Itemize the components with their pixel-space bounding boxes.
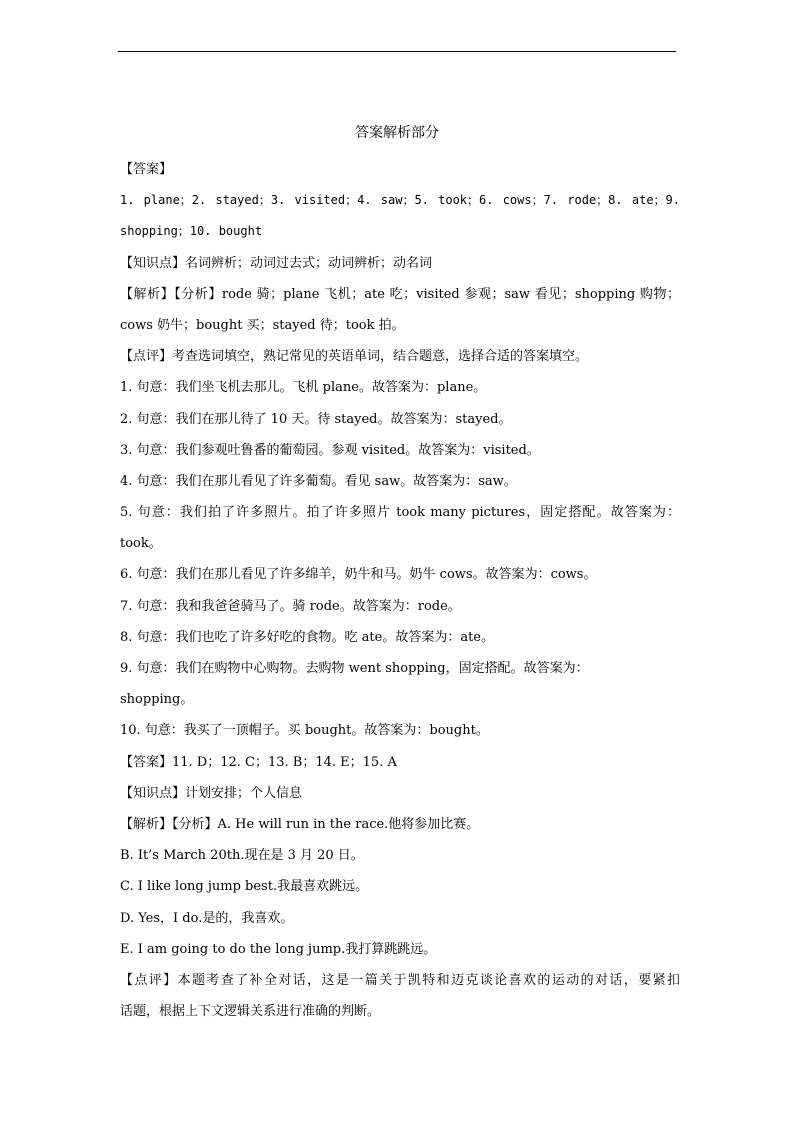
option-line: D. Yes，I do.是的，我喜欢。 xyxy=(120,910,294,926)
option-line: B. It’s March 20th.现在是 3 月 20 日。 xyxy=(120,848,364,864)
comment-line: 【点评】本题考查了补全对话，这是一篇关于凯特和迈克谈论喜欢的运动的对话，要紧扣 xyxy=(120,972,680,988)
knowledge-point: 【知识点】名词辨析；动词过去式；动词辨析；动名词 xyxy=(120,255,433,271)
explanation-line: took。 xyxy=(120,536,162,552)
comment-line: 话题，根据上下文逻辑关系进行准确的判断。 xyxy=(120,1004,381,1020)
analysis-line: 【解析】【分析】A. He will run in the race.他将参加比赛。 xyxy=(120,816,480,832)
explanation-line: 5. 句意：我们拍了许多照片。拍了许多照片 took many pictures，固定搭配。故答案为： xyxy=(120,505,680,521)
answer-line: 1. plane；2. stayed；3. visited；4. saw；5. took；6. cows；7. rode；8. ate；9. xyxy=(120,193,680,208)
explanation-line: 4. 句意：我们在那儿看见了许多葡萄。看见 saw。故答案为：saw。 xyxy=(120,473,517,489)
answer-line: 【答案】11. D；12. C；13. B；14. E；15. A xyxy=(120,754,397,770)
explanation-line: 6. 句意：我们在那儿看见了许多绵羊，奶牛和马。奶牛 cows。故答案为：cows。 xyxy=(120,567,597,583)
answer-line: shopping；10. bought xyxy=(120,224,263,239)
knowledge-point: 【知识点】计划安排；个人信息 xyxy=(120,785,303,801)
option-line: C. I like long jump best.我最喜欢跳远。 xyxy=(120,879,369,895)
explanation-line: 3. 句意：我们参观吐鲁番的葡萄园。参观 visited。故答案为：visited。 xyxy=(120,442,540,458)
header-rule xyxy=(118,51,676,52)
explanation-line: 10. 句意：我买了一顶帽子。买 bought。故答案为：bought。 xyxy=(120,723,489,739)
comment-line: 【点评】考查选词填空，熟记常见的英语单词，结合题意，选择合适的答案填空。 xyxy=(120,349,589,365)
answer-content xyxy=(120,154,680,1027)
explanation-line: 2. 句意：我们在那儿待了 10 天。待 stayed。故答案为：stayed。 xyxy=(120,411,512,427)
explanation-line: 9. 句意：我们在购物中心购物。去购物 went shopping，固定搭配。故答案为： xyxy=(120,661,589,676)
option-line: E. I am going to do the long jump.我打算跳跳远。 xyxy=(120,941,437,957)
explanation-line: 8. 句意：我们也吃了许多好吃的食物。吃 ate。故答案为：ate。 xyxy=(120,629,495,645)
analysis-line: cows 奶牛；bought 买；stayed 待；took 拍。 xyxy=(120,317,405,333)
answer-heading: 【答案】 xyxy=(120,162,173,177)
explanation-line: shopping。 xyxy=(120,692,194,708)
explanation-line: 1. 句意：我们坐飞机去那儿。飞机 plane。故答案为：plane。 xyxy=(120,380,487,396)
page-title: 答案解析部分 xyxy=(355,125,439,141)
analysis-line: 【解析】【分析】rode 骑；plane 飞机；ate 吃；visited 参观；saw 看见；shopping 购物； xyxy=(120,286,680,302)
explanation-line: 7. 句意：我和我爸爸骑马了。骑 rode。故答案为：rode。 xyxy=(120,598,461,614)
